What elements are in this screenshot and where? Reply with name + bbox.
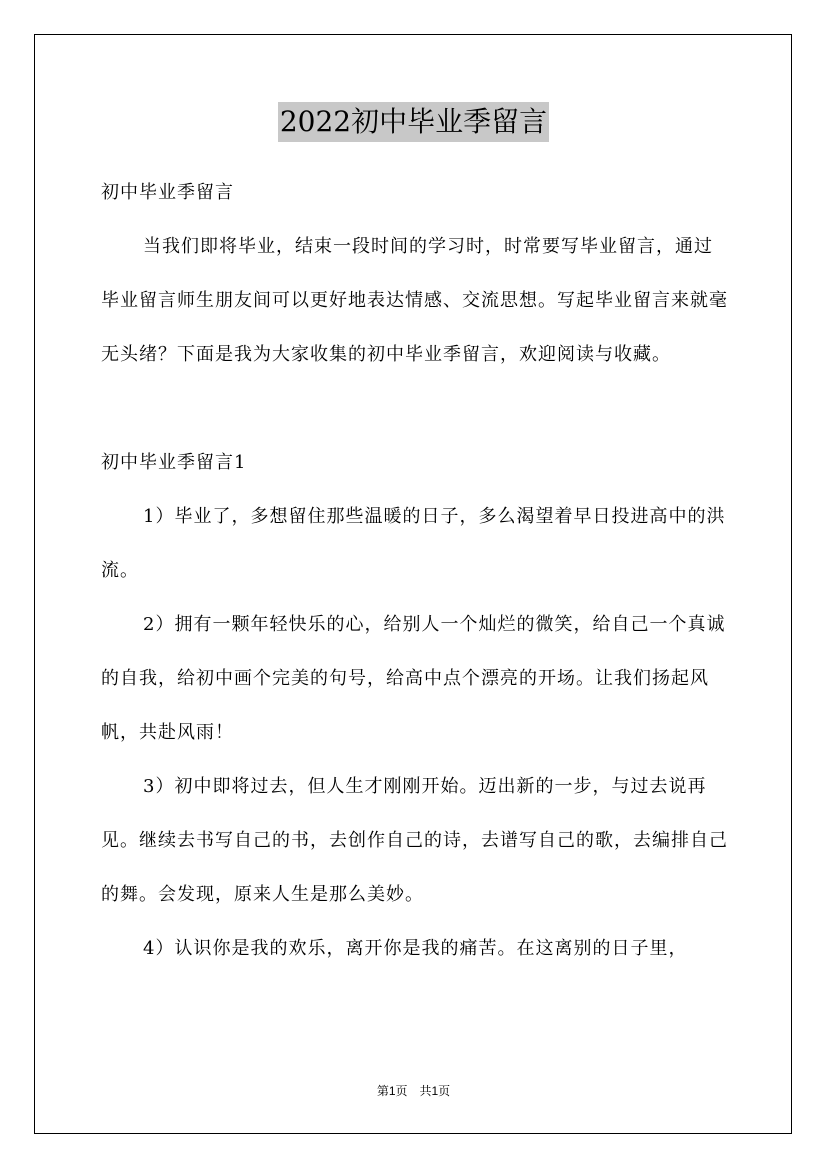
- title-container: [0, 102, 827, 142]
- document-body: [101, 166, 731, 976]
- document-title: 2022初中毕业季留言: [278, 102, 549, 142]
- intro-paragraph: 当我们即将毕业，结束一段时间的学习时，时常要写毕业留言，通过毕业留言师生朋友间可以更好地表达情感、交流思想。写起毕业留言来就毫无头绪？下面是我为大家收集的初中毕业季留言，欢迎阅读与收藏。: [101, 236, 728, 365]
- section-heading-1: 初中毕业季留言1: [101, 452, 247, 473]
- list-item: 2）拥有一颗年轻快乐的心，给别人一个灿烂的微笑，给自己一个真诚的自我，给初中画个完美的句号，给高中点个漂亮的开场。让我们扬起风帆，共赴风雨！: [101, 614, 726, 743]
- page-footer: [0, 1083, 827, 1099]
- list-item: 4）认识你是我的欢乐，离开你是我的痛苦。在这离别的日子里，: [143, 938, 688, 959]
- section-heading-main: 初中毕业季留言: [101, 182, 234, 203]
- list-item: 1）毕业了，多想留住那些温暖的日子，多么渴望着早日投进高中的洪流。: [101, 506, 726, 581]
- blank-line: [101, 382, 731, 436]
- list-item: 3）初中即将过去，但人生才刚刚开始。迈出新的一步，与过去说再见。继续去书写自己的书，去创作自己的诗，去谱写自己的歌，去编排自己的舞。会发现，原来人生是那么美妙。: [101, 776, 728, 905]
- page-number: 第1页 共1页: [376, 1084, 451, 1098]
